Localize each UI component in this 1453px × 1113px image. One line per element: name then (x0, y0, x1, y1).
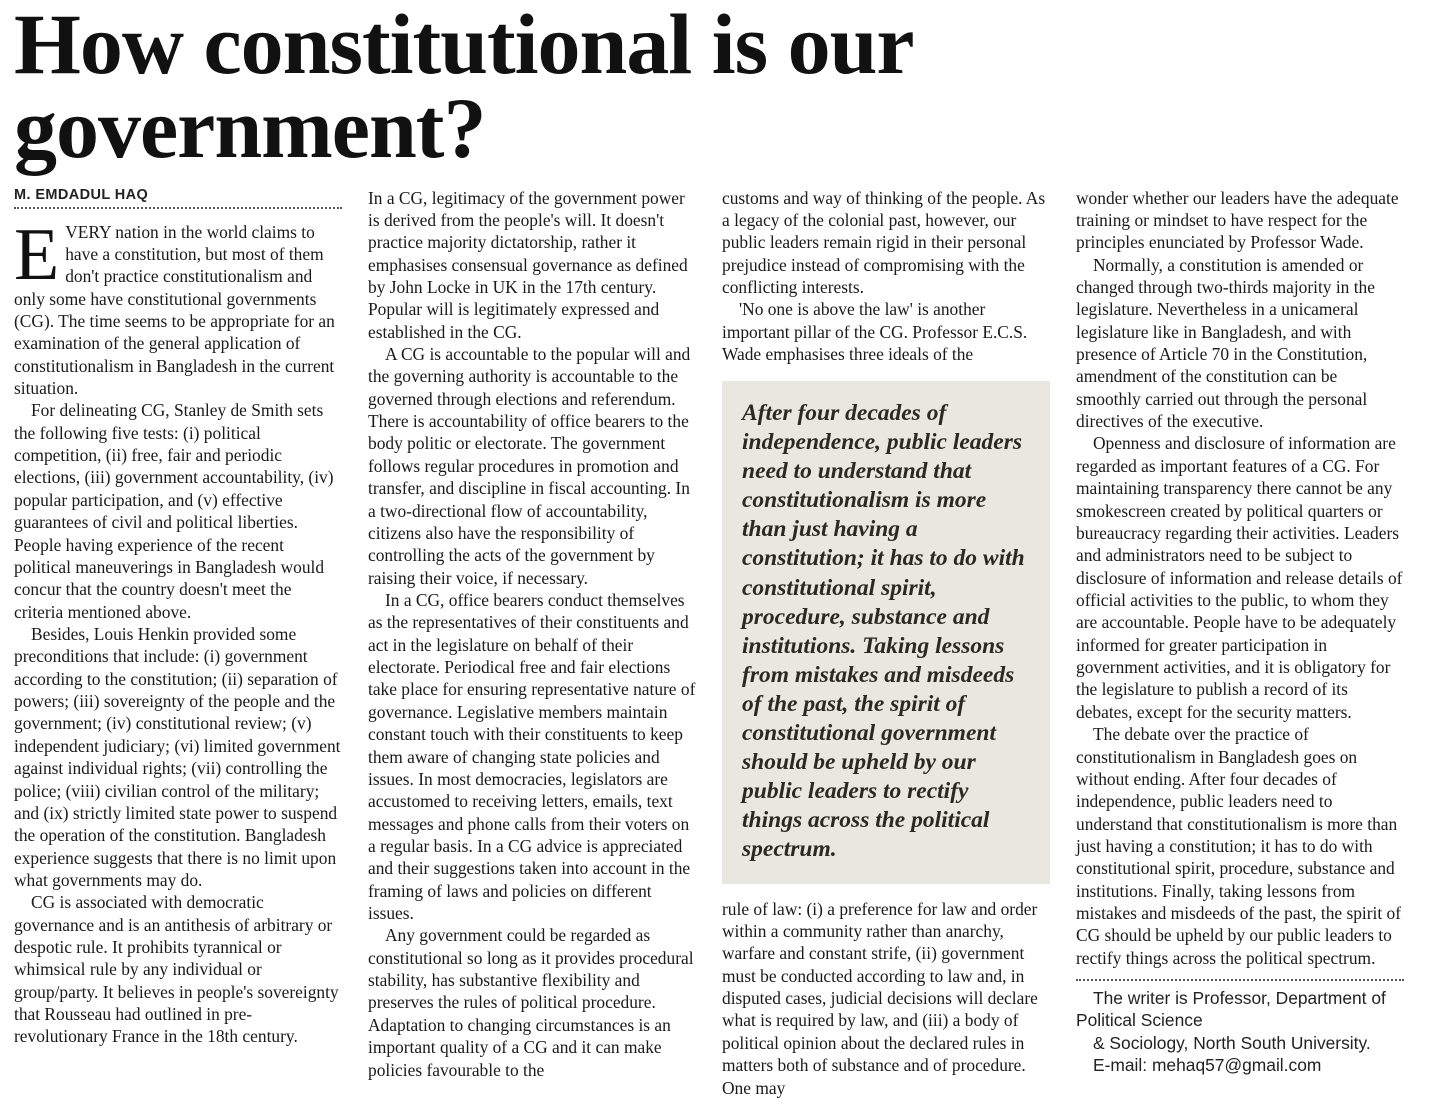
column-1 (14, 187, 342, 1048)
article-columns (14, 187, 1439, 1099)
paragraph: customs and way of thinking of the people. As a legacy of the colonial past, however, our public leaders remain rigid in their personal prejudice instead of compromising with the conflicting interests. (722, 187, 1046, 297)
paragraph: In a CG, legitimacy of the government power is derived from the people's will. It doesn't practice majority dictatorship, rather it emphasises consensual governance as defined by John Locke in UK in the 17th century. Popular will is legitimately expressed and established in the CG. (368, 187, 688, 342)
paragraph: rule of law: (i) a preference for law and order within a community rather than anarchy, warfare and constant strife, (ii) government must be conducted according to law and, in disputed cases, judicial decisions will declare what is required by law, and (iii) a body of political opinion about the declared rules in matters both of substance and of procedure. One may (722, 898, 1038, 1098)
paragraph-text: VERY nation in the world claims to have a constitution, but most of them don't practice constitutionalism and only some have constitutional governments (CG). The time seems to be appropriate for an examination of the general application of constitutionalism in Bangladesh in the current situation. (14, 221, 335, 399)
author-email: E-mail: mehaq57@gmail.com (1093, 1055, 1322, 1076)
byline-divider (14, 207, 342, 209)
pull-quote: After four decades of independence, public leaders need to understand that constitutionalism is more than just having a constitution; it has to do with constitutional spirit, procedure, substance and institutions. Taking lessons from mistakes and misdeeds of the past, the spirit of constitutional government should be upheld by our public leaders to rectify things across the political spectrum. (722, 381, 1050, 883)
paragraph: Openness and disclosure of information are regarded as important features of a CG. For maintaining transparency there cannot be any smokescreen created by political quarters or bureaucracy regarding their activities. Leaders and administrators need to be subject to disclosure of information and release details of official activities to the public, to whom they are accountable. People have to be adequately informed for greater participation in government activities, and it is obligatory for the legislature to publish a record of its debates, except for the security matters. (1076, 433, 1403, 722)
drop-cap: E (14, 213, 60, 296)
page-title: How constitutional is our government? (14, 0, 913, 177)
footnote-divider (1076, 979, 1404, 981)
paragraph: A CG is accountable to the popular will and the governing authority is accountable to the governed through elections and referendum. There is accountability of office bearers to the body politic or electorate. The government follows regular procedures in promotion and transfer, and discipline in fiscal accounting. In a two-directional flow of accountability, citizens also have the responsibility of controlling the acts of the government by raising their voice, if necessary. (368, 344, 691, 588)
column-4 (1076, 187, 1404, 1077)
paragraph: Any government could be regarded as constitutional so long as it provides procedural stability, has substantive flexibility and preserves the rules of political procedure. Adaptation to changing circumstances is an important quality of a CG and it can make policies favourable to the (368, 925, 694, 1080)
paragraph (14, 213, 342, 400)
paragraph: CG is associated with democratic governance and is an antithesis of arbitrary or despotic rule. It prohibits tyrannical or whimsical rule by any individual or group/party. It believes in people's sovereignty that Rousseau had outlined in pre-revolutionary France in the 18th century. (14, 892, 339, 1047)
paragraph: The debate over the practice of constitutionalism in Bangladesh goes on without ending. After four decades of independence, public leaders need to understand that constitutionalism is more than just having a constitution; it has to do with constitutional spirit, procedure, substance and institutions. Finally, taking lessons from mistakes and misdeeds of the past, the spirit of CG should be upheld by our public leaders to rectify things across the political spectrum. (1076, 724, 1402, 968)
author-footnote-line-1: The writer is Professor, Department of Political Science (1076, 988, 1386, 1031)
paragraph: wonder whether our leaders have the adequate training or mindset to have respect for the principles enunciated by Professor Wade. (1076, 187, 1399, 253)
column-2 (368, 187, 696, 1081)
paragraph: 'No one is above the law' is another important pillar of the CG. Professor E.C.S. Wade emphasises three ideals of the (722, 299, 1028, 365)
author-footnote-line-2: & Sociology, North South University. (1093, 1032, 1371, 1053)
byline: M. EMDADUL HAQ (14, 186, 149, 203)
column-3 (722, 187, 1050, 1099)
paragraph: For delineating CG, Stanley de Smith sets the following five tests: (i) political competition, (ii) free, fair and periodic elections, (iii) government accountability, (iv) popular participation, and (v) effective guarantees of civil and political liberties. People having experience of the recent political maneuverings in Bangladesh would concur that the country doesn't meet the criteria mentioned above. (14, 400, 334, 622)
paragraph: Normally, a constitution is amended or changed through two-thirds majority in the legislature. Nevertheless in a unicameral legislature like in Bangladesh, and with presence of Article 70 in the Constitution, amendment of the constitution can be smoothly carried out through the personal directives of the executive. (1076, 254, 1375, 432)
paragraph: In a CG, office bearers conduct themselves as the representatives of their constituents and act in the legislature on behalf of their electorate. Periodical free and fair elections take place for ensuring representative nature of governance. Legislative members maintain constant touch with their constituents to keep them aware of changing state policies and issues. In most democracies, legislators are accustomed to receiving letters, emails, text messages and phone calls from their voters on a regular basis. In a CG advice is appreciated and their suggestions taken into account in the framing of laws and policies on different issues. (368, 590, 696, 924)
paragraph: Besides, Louis Henkin provided some preconditions that include: (i) government according to the constitution; (ii) separation of powers; (iii) sovereignty of the people and the government; (iv) constitutional review; (v) independent judiciary; (vi) limited government against individual rights; (vii) controlling the police; (viii) civilian control of the military; and (ix) strictly limited state power to suspend the operation of the constitution. Bangladesh experience suggests that there is no limit upon what governments may do. (14, 624, 341, 890)
